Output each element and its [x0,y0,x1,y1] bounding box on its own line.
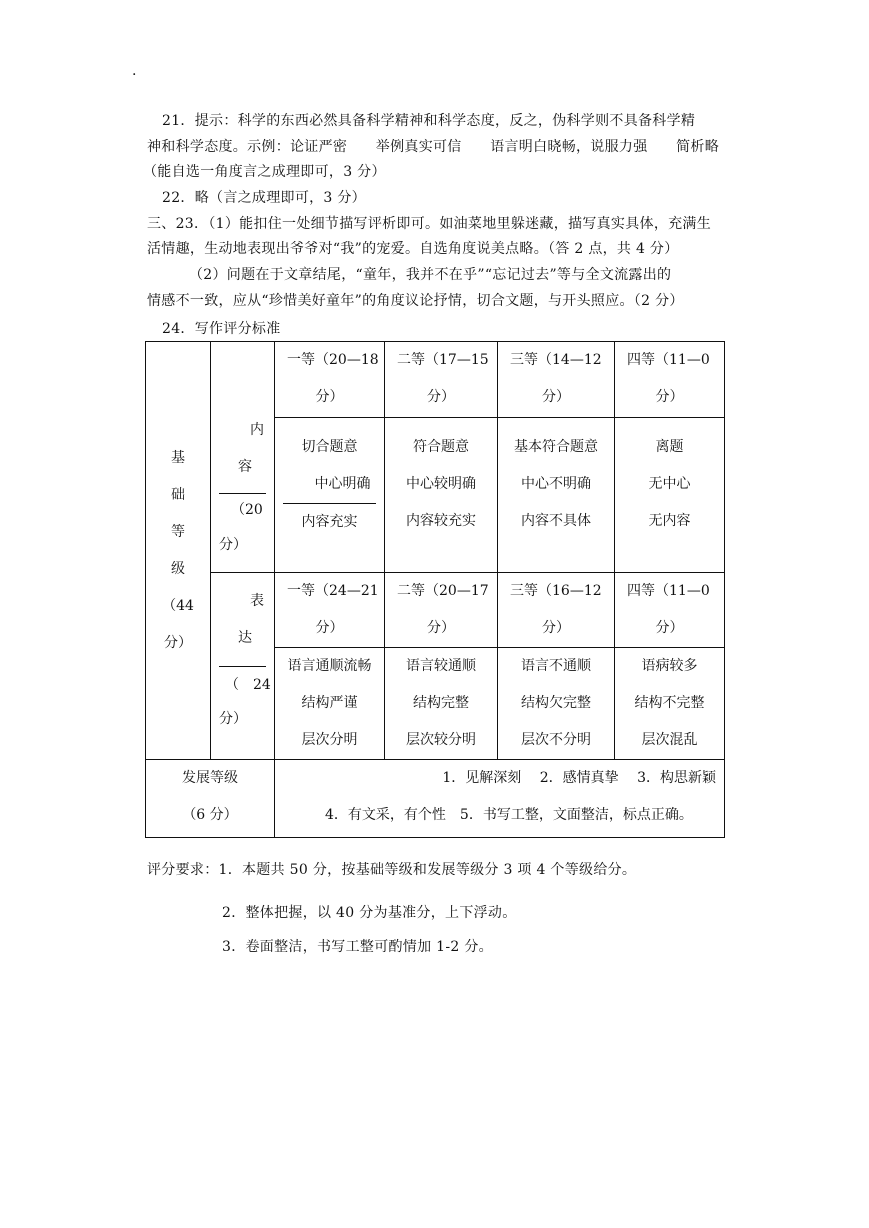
development-grade-label [146,760,275,838]
content-label [211,342,275,573]
requirement-1: 评分要求：1．本题共 50 分，按基础等级和发展等级分 3 项 4 个等级给分。 [147,862,637,878]
basic-label-4: 级 [171,560,185,577]
expression-label [211,573,275,760]
expression-grade-1: 一等（24—21 分） [275,573,385,648]
answer-21-line2: 神和科学态度。示例：论证严密 举例真实可信 语言明白晓畅，说服力强 简析略 [147,139,719,155]
expression-label-top2: 达 [238,630,252,646]
answer-21-line3: （能自选一角度言之成理即可，3 分） [143,164,386,180]
content-desc-4: 离题 无中心 无内容 [615,418,725,573]
expression-label-bot1: （ 24 [225,677,271,693]
expression-desc-3: 语言不通顺 结构欠完整 层次不分明 [498,648,615,760]
expression-grade-2: 二等（20—17 分） [385,573,498,648]
content-desc-1: 切合题意 中心明确 内容充实 [275,418,385,573]
development-items-1: 1．见解深刻 2．感情真挚 3．构思新颖 [442,770,716,786]
answer-23-2-line1: （2）问题在于文章结尾，“童年，我并不在乎”“忘记过去”等与全文流露出的 [189,267,672,283]
content-desc-3: 基本符合题意 中心不明确 内容不具体 [498,418,615,573]
expression-desc-1: 语言通顺流畅 结构严谨 层次分明 [275,648,385,760]
expression-grade-3: 三等（16—12 分） [498,573,615,648]
expression-desc-4: 语病较多 结构不完整 层次混乱 [615,648,725,760]
expression-desc-2: 语言较通顺 结构完整 层次较分明 [385,648,498,760]
content-label-top1: 内 [250,422,264,438]
expression-label-bot2: 分） [219,711,247,727]
header-dot: . [132,63,137,79]
basic-label-6: 分） [164,634,192,651]
expression-grade-4: 四等（11—0 分） [615,573,725,648]
requirement-2: 2．整体把握，以 40 分为基准分，上下浮动。 [222,905,517,921]
development-grade-items [275,760,725,838]
basic-label-5: （44 [162,597,194,614]
content-grade-3: 三等（14—12 分） [498,342,615,418]
content-grade-1: 一等（20—18 分） [275,342,385,418]
scoring-table [145,341,725,838]
answer-22: 22．略（言之成理即可，3 分） [162,190,366,206]
basic-label-2: 础 [171,486,185,503]
answer-23-2-line2: 情感不一致，应从“珍惜美好童年”的角度议论抒情，切合文题，与开头照应。（2 分） [147,293,684,309]
content-grade-4: 四等（11—0 分） [615,342,725,418]
answer-21-line1: 21．提示：科学的东西必然具备科学精神和科学态度，反之，伪科学则不具备科学精 [162,113,696,129]
requirement-3: 3．卷面整洁，书写工整可酌情加 1-2 分。 [222,939,493,955]
content-desc-2: 符合题意 中心较明确 内容较充实 [385,418,498,573]
development-label-1: 发展等级 [182,770,238,786]
development-label-2: （6 分） [182,807,238,823]
content-label-bot1: （20 [231,502,263,518]
content-label-top2: 容 [238,459,252,475]
answer-23-1-line1: 三、23．（1）能扣住一处细节描写评析即可。如油菜地里躲迷藏，描写真实具体，充满生 [147,216,712,232]
basic-label-3: 等 [171,523,185,540]
basic-grade-label [146,342,211,760]
answer-23-1-line2: 活情趣，生动地表现出爷爷对“我”的宠爱。自选角度说美点略。（答 2 点，共 4 分） [147,241,679,257]
answer-24-title: 24．写作评分标准 [162,321,281,337]
development-items-2: 4．有文采，有个性 5．书写工整，文面整洁，标点正确。 [325,807,693,823]
content-grade-2: 二等（17—15 分） [385,342,498,418]
basic-label-1: 基 [171,449,185,466]
expression-label-top1: 表 [250,593,264,609]
content-label-bot2: 分） [219,537,247,553]
